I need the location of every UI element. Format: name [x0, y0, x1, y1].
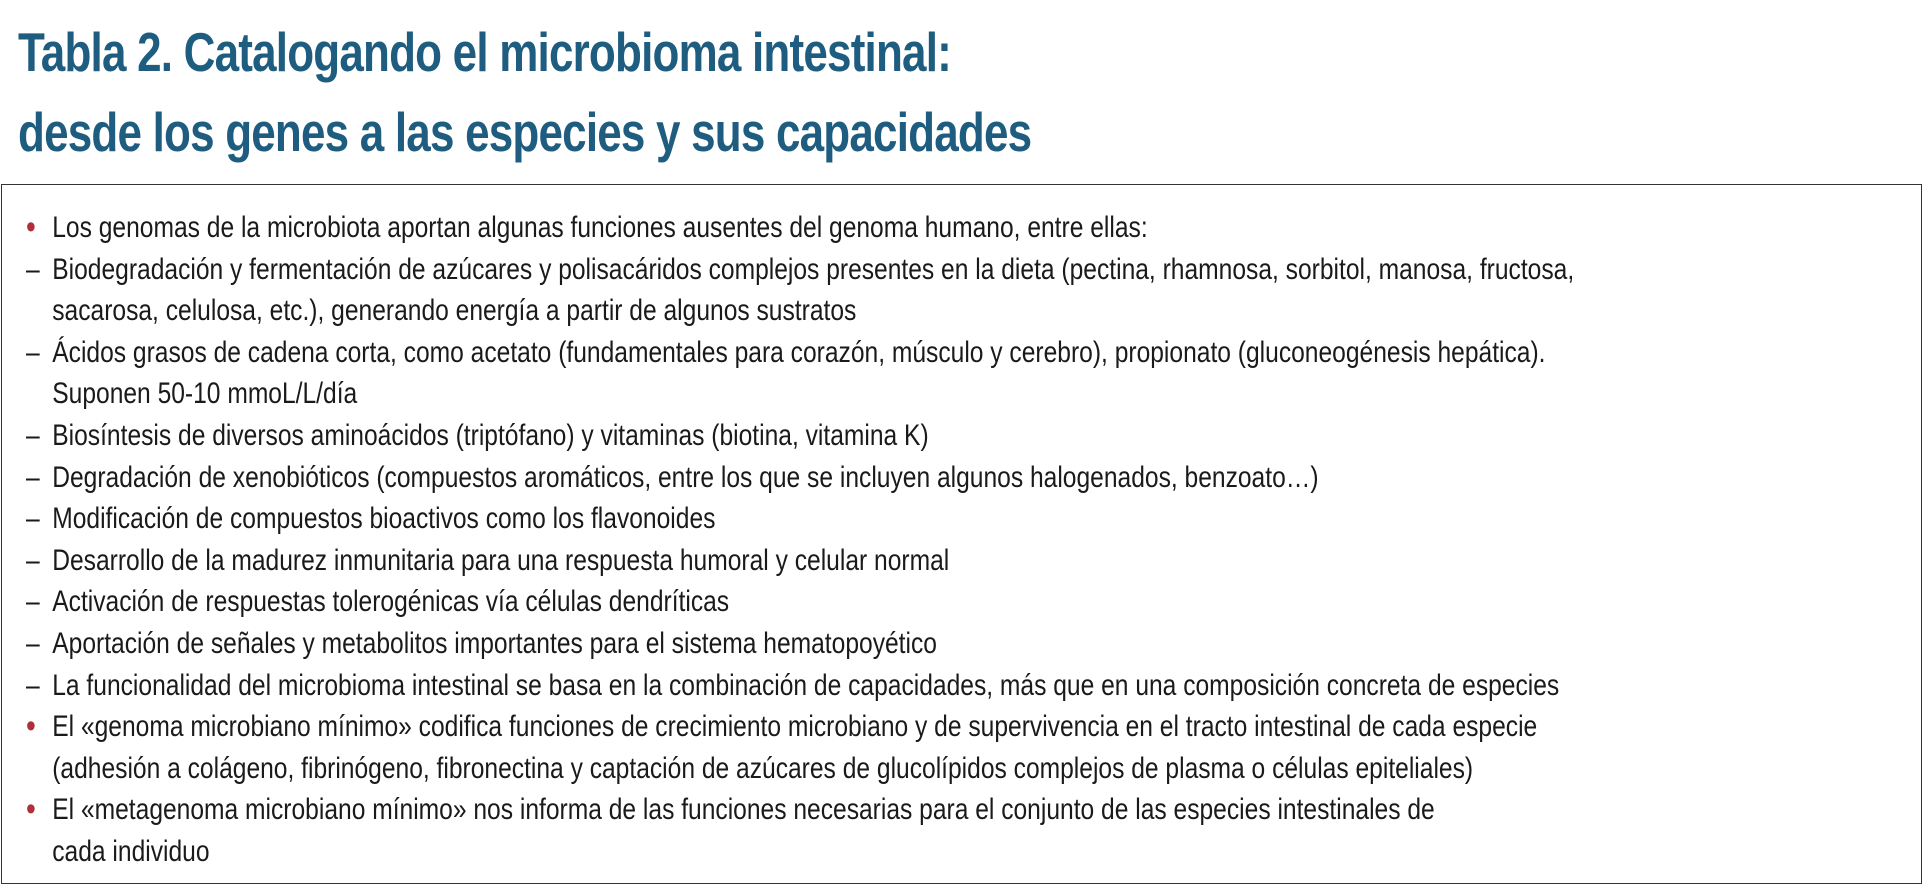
list-item [26, 706, 1912, 789]
dash-icon: – [26, 585, 40, 619]
list-item-text: La funcionalidad del microbioma intestinal se basa en la combinación de capacidades, más que en una composición concreta de especies [52, 668, 1560, 702]
list-item-text-continued: (adhesión a colágeno, fibrinógeno, fibronectina y captación de azúcares de glucolípidos complejos de plasma o células epiteliales) [52, 751, 1474, 785]
list-item [26, 457, 1912, 499]
table-title [18, 12, 1522, 172]
list-item-text: El «genoma microbiano mínimo» codifica funciones de crecimiento microbiano y de supervivencia en el tracto intestinal de cada especie [52, 710, 1538, 744]
list-item [26, 581, 1912, 623]
list-item-text: Ácidos grasos de cadena corta, como acetato (fundamentales para corazón, músculo y cerebro), propionato (gluconeogénesis hepática). [52, 335, 1546, 369]
list-item-text: El «metagenoma microbiano mínimo» nos informa de las funciones necesarias para el conjunto de las especies intestinales de [52, 793, 1435, 827]
list-item [26, 540, 1912, 582]
list-item [26, 789, 1912, 872]
dash-icon: – [26, 252, 40, 286]
content-box [1, 184, 1922, 884]
dash-icon: – [26, 626, 40, 660]
list-item [26, 498, 1912, 540]
list-item-text: Activación de respuestas tolerogénicas vía células dendríticas [52, 585, 730, 619]
list-item [26, 207, 1912, 249]
dash-icon: – [26, 335, 40, 369]
dash-icon: – [26, 502, 40, 536]
list-item [26, 415, 1912, 457]
list-item-text: Modificación de compuestos bioactivos como los flavonoides [52, 502, 716, 536]
list-item-text-continued: cada individuo [52, 834, 210, 868]
list-item-text: Aportación de señales y metabolitos importantes para el sistema hematopoyético [52, 626, 937, 660]
list-item [26, 332, 1912, 415]
dash-icon: – [26, 460, 40, 494]
list-item-text: Degradación de xenobióticos (compuestos aromáticos, entre los que se incluyen algunos halogenados, benzoato…) [52, 460, 1319, 494]
dash-icon: – [26, 668, 40, 702]
bullet-icon: • [26, 208, 36, 246]
list-item-text-continued: Suponen 50-10 mmoL/L/día [52, 377, 358, 411]
dash-icon: – [26, 418, 40, 452]
list-item-text: Desarrollo de la madurez inmunitaria para una respuesta humoral y celular normal [52, 543, 950, 577]
list-item-text: Biosíntesis de diversos aminoácidos (triptófano) y vitaminas (biotina, vitamina K) [52, 418, 929, 452]
list-item [26, 623, 1912, 665]
dash-icon: – [26, 543, 40, 577]
bullet-icon: • [26, 707, 36, 746]
list-item [26, 249, 1912, 332]
list-item-text-continued: sacarosa, celulosa, etc.), generando energía a partir de algunos sustratos [52, 294, 857, 328]
table-title-line-2: desde los genes a las especies y sus capacidades [18, 101, 1032, 163]
list-item-text: Biodegradación y fermentación de azúcares y polisacáridos complejos presentes en la dieta (pectina, rhamnosa, sorbitol, manosa, fructosa, [52, 252, 1575, 286]
list-item [26, 665, 1912, 707]
list-item-text: Los genomas de la microbiota aportan algunas funciones ausentes del genoma humano, entre ellas: [52, 211, 1148, 244]
table-title-line-1: Tabla 2. Catalogando el microbioma intestinal: [18, 21, 952, 83]
item-list [26, 207, 1912, 873]
bullet-icon: • [26, 790, 36, 829]
